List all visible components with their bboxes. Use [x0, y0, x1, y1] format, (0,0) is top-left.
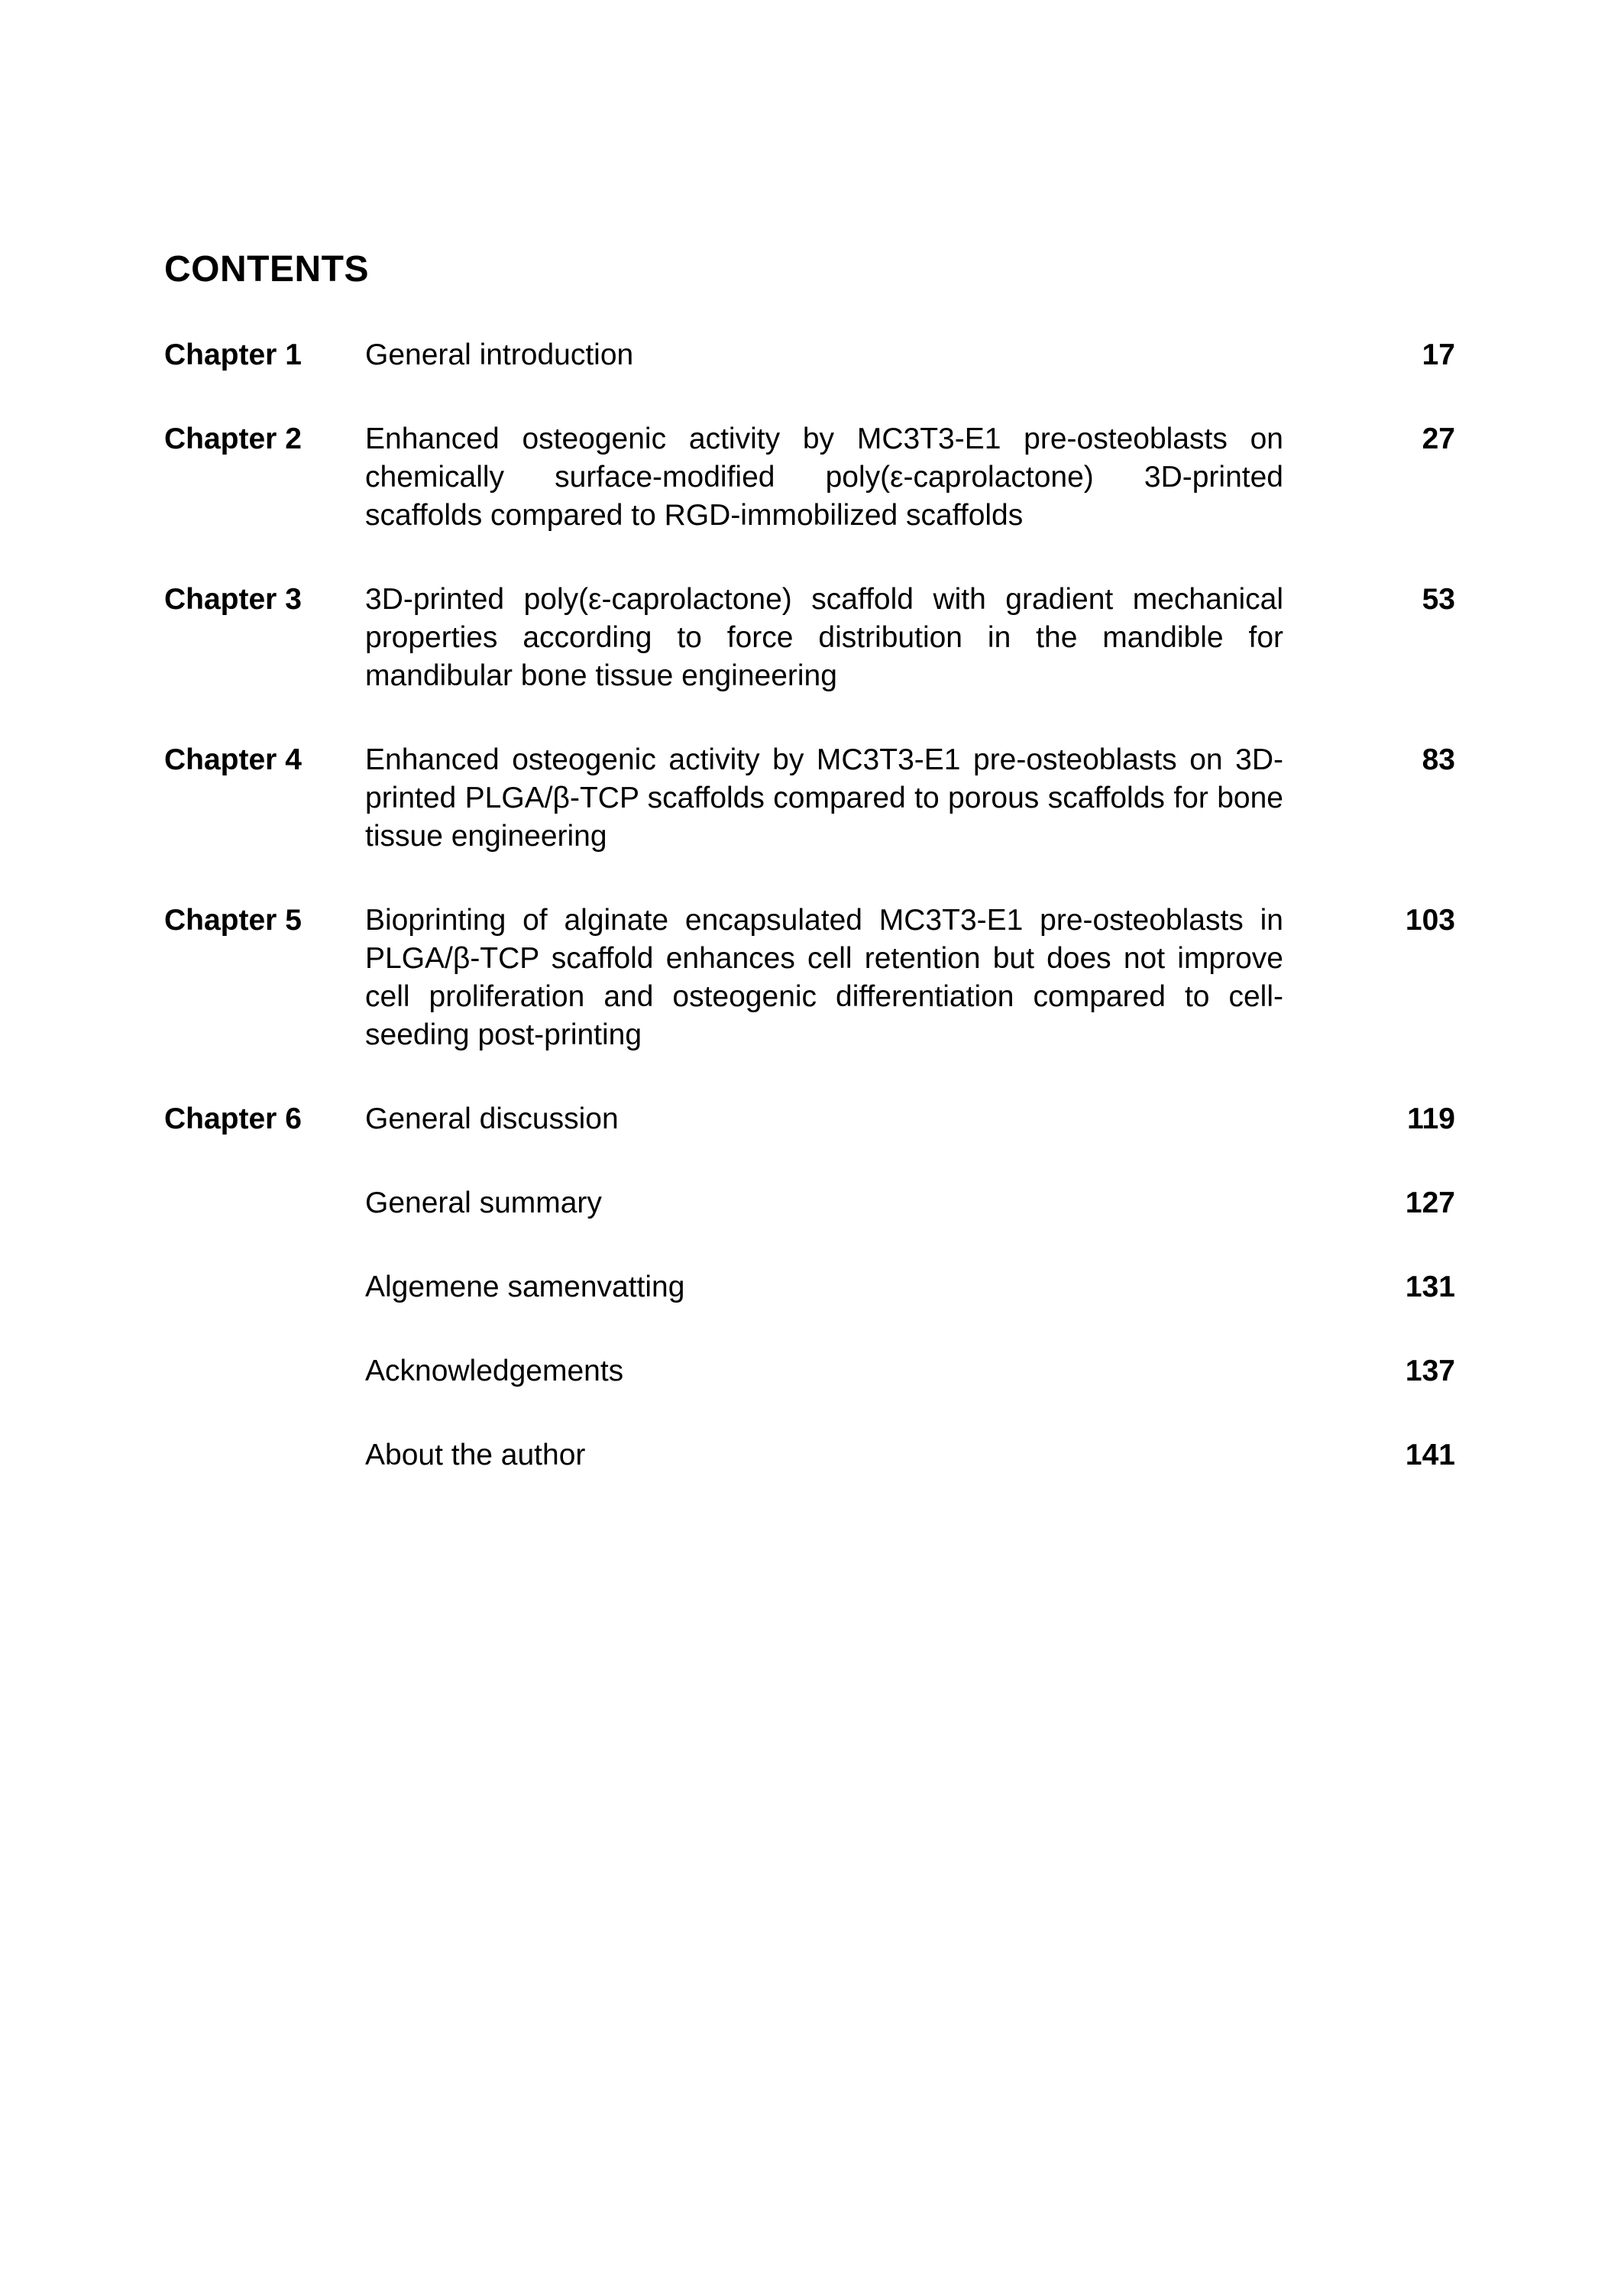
- entry-page-number: 131: [1405, 1270, 1455, 1303]
- toc-entry-chapter-5: [164, 902, 1455, 1054]
- toc-entry-chapter-3: [164, 581, 1455, 695]
- title-line: General discussion: [365, 1102, 619, 1135]
- title-line: Acknowledgements: [365, 1354, 624, 1387]
- entry-page-number: 127: [1405, 1186, 1455, 1219]
- entry-page-number: 119: [1407, 1102, 1455, 1135]
- entry-page-number: 83: [1422, 743, 1455, 776]
- page-title: CONTENTS: [164, 249, 369, 290]
- title-line: PLGA/β-TCP scaffold enhances cell retention but does not improve: [365, 941, 1283, 975]
- chapter-label: Chapter 2: [164, 422, 302, 455]
- entry-title: [365, 1100, 1283, 1138]
- entry-page-number: 137: [1405, 1354, 1455, 1387]
- title-line: Enhanced osteogenic activity by MC3T3-E1 pre-osteoblasts on 3D-: [365, 743, 1283, 776]
- entry-title: [365, 420, 1283, 535]
- entry-page-number: 141: [1405, 1438, 1455, 1471]
- entry-page-number: 27: [1422, 422, 1455, 455]
- entry-page-number: 53: [1422, 582, 1455, 616]
- title-line: tissue engineering: [365, 819, 607, 853]
- title-line: Bioprinting of alginate encapsulated MC3T3-E1 pre-osteoblasts in: [365, 903, 1283, 937]
- toc-entry-chapter-2: [164, 420, 1455, 535]
- toc-entry-general-summary: [164, 1184, 1455, 1222]
- toc-entry-acknowledgements: [164, 1352, 1455, 1390]
- chapter-label: Chapter 1: [164, 338, 302, 371]
- title-line: About the author: [365, 1438, 586, 1471]
- title-line: 3D-printed poly(ε-caprolactone) scaffold with gradient mechanical: [365, 582, 1283, 616]
- title-line: seeding post-printing: [365, 1018, 642, 1051]
- toc-entry-about-the-author: [164, 1436, 1455, 1475]
- toc-entry-chapter-1: [164, 336, 1455, 374]
- title-line: cell proliferation and osteogenic differentiation compared to cell-: [365, 979, 1283, 1013]
- table-of-contents: [164, 336, 1455, 1475]
- entry-title: [365, 741, 1283, 856]
- title-line: Enhanced osteogenic activity by MC3T3-E1 pre-osteoblasts on: [365, 422, 1283, 455]
- entry-title: [365, 336, 1283, 374]
- toc-entry-chapter-6: [164, 1100, 1455, 1138]
- title-line: chemically surface-modified poly(ε-caprolactone) 3D-printed: [365, 460, 1283, 494]
- toc-entry-chapter-4: [164, 741, 1455, 856]
- entry-title: [365, 1352, 1283, 1390]
- title-line: Algemene samenvatting: [365, 1270, 685, 1303]
- title-line: scaffolds compared to RGD-immobilized scaffolds: [365, 498, 1024, 532]
- entry-title: [365, 1184, 1283, 1222]
- entry-title: [365, 1268, 1283, 1306]
- chapter-label: Chapter 3: [164, 582, 302, 616]
- entry-page-number: 103: [1405, 903, 1455, 937]
- entry-title: [365, 1436, 1283, 1475]
- title-line: printed PLGA/β-TCP scaffolds compared to porous scaffolds for bone: [365, 781, 1283, 814]
- title-line: General summary: [365, 1186, 602, 1219]
- entry-title: [365, 581, 1283, 695]
- chapter-label: Chapter 6: [164, 1102, 302, 1135]
- title-line: mandibular bone tissue engineering: [365, 659, 837, 692]
- title-line: properties according to force distribution in the mandible for: [365, 620, 1283, 654]
- chapter-label: Chapter 4: [164, 743, 302, 776]
- toc-entry-algemene-samenvatting: [164, 1268, 1455, 1306]
- entry-title: [365, 902, 1283, 1054]
- chapter-label: Chapter 5: [164, 903, 302, 937]
- entry-page-number: 17: [1422, 338, 1455, 371]
- title-line: General introduction: [365, 338, 634, 371]
